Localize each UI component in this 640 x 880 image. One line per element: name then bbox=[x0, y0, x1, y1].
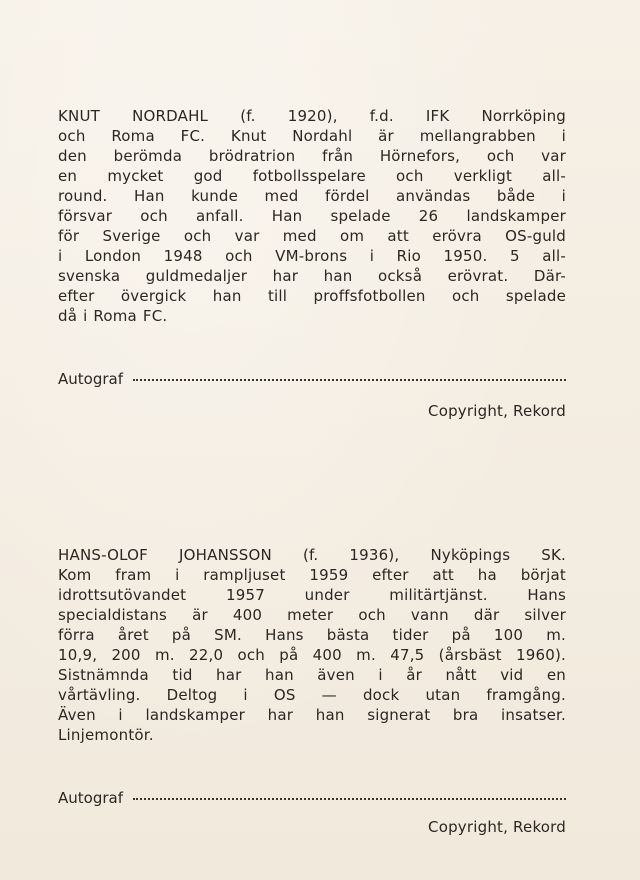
bio-line: den berömda brödratrion från Hörnefors, och var bbox=[58, 147, 566, 165]
autograph-label: Autograf bbox=[58, 789, 123, 807]
bio-line: en mycket god fotbollsspelare och verkligt all- bbox=[58, 167, 566, 185]
autograph-field bbox=[58, 370, 566, 388]
autograph-field bbox=[58, 789, 566, 807]
bio-line: round. Han kunde med fördel användas både i bbox=[58, 187, 566, 205]
copyright-notice: Copyright, Rekord bbox=[428, 818, 566, 836]
bio-line: Även i landskamper har han signerat bra insatser. bbox=[58, 706, 566, 724]
bio-line: Linjemontör. bbox=[58, 726, 154, 744]
bio-line: och Roma FC. Knut Nordahl är mellangrabben i bbox=[58, 127, 566, 145]
autograph-label: Autograf bbox=[58, 370, 123, 388]
bio-line: svenska guldmedaljer har han också erövrat. Där- bbox=[58, 267, 566, 285]
bio-line: då i Roma FC. bbox=[58, 307, 168, 325]
bio-line: vårtävling. Deltog i OS — dock utan framgång. bbox=[58, 686, 566, 704]
bio-text bbox=[58, 106, 566, 326]
bio-line: idrottsutövandet 1957 under militärtjänst. Hans bbox=[58, 586, 566, 604]
autograph-dotted-line bbox=[133, 379, 566, 381]
bio-line: för Sverige och var med om att erövra OS-guld bbox=[58, 227, 566, 245]
autograph-dotted-line bbox=[133, 798, 566, 800]
bio-text bbox=[58, 545, 566, 745]
bio-line: KNUT NORDAHL (f. 1920), f.d. IFK Norrköping bbox=[58, 107, 566, 125]
copyright-notice: Copyright, Rekord bbox=[428, 402, 566, 420]
bio-line: Sistnämnda tid har han även i år nått vid en bbox=[58, 666, 566, 684]
bio-line: i London 1948 och VM-brons i Rio 1950. 5 all- bbox=[58, 247, 566, 265]
bio-line: 10,9, 200 m. 22,0 och på 400 m. 47,5 (årsbäst 1960). bbox=[58, 646, 566, 664]
bio-line: förra året på SM. Hans bästa tider på 100 m. bbox=[58, 626, 566, 644]
entry-knut-nordahl bbox=[58, 106, 566, 420]
bio-line: efter övergick han till proffsfotbollen och spelade bbox=[58, 287, 566, 305]
bio-line: specialdistans är 400 meter och vann där silver bbox=[58, 606, 566, 624]
bio-line: Kom fram i rampljuset 1959 efter att ha börjat bbox=[58, 566, 566, 584]
bio-line: försvar och anfall. Han spelade 26 landskamper bbox=[58, 207, 566, 225]
entry-hans-olof-johansson bbox=[58, 545, 566, 836]
bio-line: HANS-OLOF JOHANSSON (f. 1936), Nyköpings SK. bbox=[58, 546, 566, 564]
